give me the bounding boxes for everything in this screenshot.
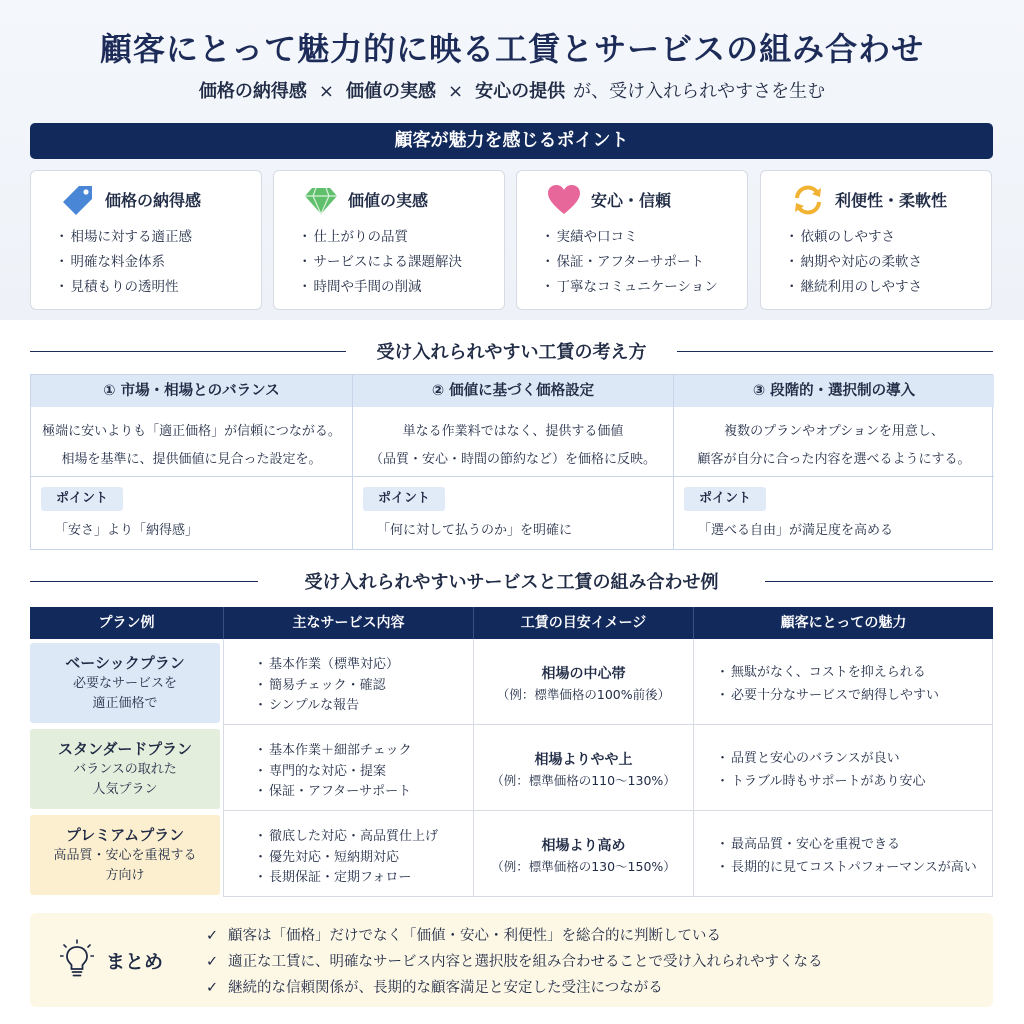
subtitle-separator: × bbox=[318, 81, 334, 102]
approach-section-header bbox=[30, 338, 993, 364]
approach-column-body bbox=[353, 407, 673, 477]
plan-price-main: 相場より高め bbox=[541, 838, 626, 854]
list-item: ・ 品質と安心のバランスが良い bbox=[716, 747, 992, 770]
plan-name-cell bbox=[30, 729, 220, 809]
point-badge: ポイント bbox=[684, 487, 766, 511]
point-card-list bbox=[298, 225, 462, 300]
plan-desc: 必要なサービスを bbox=[72, 676, 177, 691]
list-item: ・ 保証・アフターサポート bbox=[541, 250, 718, 275]
list-item: ・ 徹底した対応・高品質仕上げ bbox=[254, 827, 473, 848]
list-item: ・ 最高品質・安心を重視できる bbox=[716, 833, 992, 856]
list-item: ・ 優先対応・短納期対応 bbox=[254, 848, 473, 869]
plan-name-cell bbox=[30, 815, 220, 895]
point-card-convenience bbox=[760, 170, 992, 310]
plan-appeal-cell bbox=[693, 725, 993, 811]
plan-appeal-cell bbox=[693, 639, 993, 725]
check-icon: ✓ bbox=[206, 980, 219, 996]
summary-item bbox=[206, 949, 823, 975]
plan-services-cell bbox=[223, 639, 473, 725]
plan-desc: バランスの取れた bbox=[73, 762, 177, 777]
subtitle-part-value: 価値の実感 bbox=[346, 81, 436, 102]
plan-price-example: （例：標準価格の130〜150%） bbox=[491, 859, 676, 874]
summary-item bbox=[206, 923, 823, 949]
point-card-title: 安心・信頼 bbox=[591, 191, 672, 210]
points-cards bbox=[30, 170, 993, 310]
plan-price-example: （例：標準価格の100%前後） bbox=[496, 687, 671, 702]
plan-services-cell bbox=[223, 725, 473, 811]
summary-item-text: 継続的な信頼関係が、長期的な顧客満足と安定した受注につながる bbox=[228, 980, 663, 996]
subtitle-part-safety: 安心の提供 bbox=[475, 81, 566, 102]
approach-line: 顧客が自分に合った内容を選べるようにする。 bbox=[697, 452, 971, 467]
list-item: ・ 時間や手間の削減 bbox=[298, 275, 462, 300]
plans-section-title: 受け入れられやすいサービスと工賃の組み合わせ例 bbox=[304, 572, 719, 593]
plan-name: ベーシックプラン bbox=[65, 654, 185, 672]
approach-line: 単なる作業料ではなく、提供する価値 bbox=[402, 424, 624, 439]
lightbulb-icon bbox=[60, 939, 94, 981]
list-item: ・ 丁寧なコミュニケーション bbox=[541, 275, 718, 300]
list-item: ・ 依頼のしやすさ bbox=[785, 225, 922, 250]
price-tag-icon bbox=[61, 183, 95, 217]
plan-desc: 人気プラン bbox=[92, 782, 158, 797]
plan-appeal-cell bbox=[693, 811, 993, 897]
list-item: ・ 必要十分なサービスで納得しやすい bbox=[716, 684, 992, 707]
point-card-list bbox=[541, 225, 718, 300]
approach-column-value bbox=[352, 375, 673, 549]
plan-desc: 適正価格で bbox=[92, 696, 158, 711]
subtitle-tail: が、受け入れられやすさを生む bbox=[573, 81, 826, 102]
table-header: 主なサービス内容 bbox=[223, 607, 473, 639]
summary-list bbox=[206, 923, 823, 1001]
point-note: 「選べる自由」が満足度を高める bbox=[698, 523, 894, 538]
summary-item-text: 顧客は「価格」だけでなく「価値・安心・利便性」を総合的に判断している bbox=[228, 928, 721, 944]
table-header: 顧客にとっての魅力 bbox=[693, 607, 993, 639]
point-badge: ポイント bbox=[363, 487, 445, 511]
list-item: ・ 長期的に見てコストパフォーマンスが高い bbox=[716, 856, 992, 879]
point-card-title: 利便性・柔軟性 bbox=[835, 191, 948, 210]
point-note: 「安さ」より「納得感」 bbox=[55, 523, 199, 538]
plan-desc: 高品質・安心を重視する bbox=[53, 848, 197, 863]
list-item: ・ 専門的な対応・提案 bbox=[254, 762, 473, 783]
summary-box bbox=[30, 913, 993, 1007]
plan-price-example: （例：標準価格の110〜130%） bbox=[491, 773, 676, 788]
page-subtitle bbox=[0, 77, 1024, 103]
list-item: ・ 基本作業＋細部チェック bbox=[254, 741, 473, 762]
points-banner: 顧客が魅力を感じるポイント bbox=[30, 123, 993, 159]
list-item: ・ 納期や対応の柔軟さ bbox=[785, 250, 922, 275]
list-item: ・ 仕上がりの品質 bbox=[298, 225, 462, 250]
list-item: ・ 基本作業（標準対応） bbox=[254, 655, 473, 676]
list-item: ・ 保証・アフターサポート bbox=[254, 782, 473, 803]
list-item: ・ 継続利用のしやすさ bbox=[785, 275, 922, 300]
list-item: ・ 相場に対する適正感 bbox=[55, 225, 192, 250]
approach-column-market bbox=[31, 375, 352, 549]
check-icon: ✓ bbox=[206, 928, 219, 944]
plan-price-main: 相場の中心帯 bbox=[541, 666, 626, 682]
approach-section-title: 受け入れられやすい工賃の考え方 bbox=[376, 342, 647, 363]
refresh-arrows-icon bbox=[791, 183, 825, 217]
plan-name: プレミアムプラン bbox=[65, 826, 185, 844]
plan-price-cell bbox=[473, 811, 693, 897]
summary-title: まとめ bbox=[106, 951, 164, 973]
table-row bbox=[30, 811, 993, 897]
point-card-trust bbox=[516, 170, 748, 310]
plan-price-main: 相場よりやや上 bbox=[534, 752, 633, 768]
plan-name-cell bbox=[30, 643, 220, 723]
plan-price-cell bbox=[473, 725, 693, 811]
table-row bbox=[30, 725, 993, 811]
summary-item bbox=[206, 975, 823, 1001]
approach-table bbox=[30, 374, 993, 550]
subtitle-separator: × bbox=[448, 81, 464, 102]
list-item: ・ 長期保証・定期フォロー bbox=[254, 868, 473, 889]
subtitle-part-price: 価格の納得感 bbox=[198, 81, 307, 102]
table-header: 工賃の目安イメージ bbox=[473, 607, 693, 639]
point-note: 「何に対して払うのか」を明確に bbox=[377, 523, 573, 538]
approach-column-head: ① 市場・相場とのバランス bbox=[31, 375, 352, 407]
approach-column-body bbox=[674, 407, 994, 477]
check-icon: ✓ bbox=[206, 954, 219, 970]
list-item: ・ サービスによる課題解決 bbox=[298, 250, 462, 275]
list-item: ・ トラブル時もサポートがあり安心 bbox=[716, 770, 992, 793]
table-row bbox=[30, 639, 993, 725]
plan-desc: 方向け bbox=[105, 868, 145, 883]
approach-line: 極端に安いよりも「適正価格」が信頼につながる。 bbox=[42, 424, 341, 439]
list-item: ・ 簡易チェック・確認 bbox=[254, 676, 473, 697]
page-title: 顧客にとって魅力的に映る工賃とサービスの組み合わせ bbox=[99, 30, 925, 68]
point-badge: ポイント bbox=[41, 487, 123, 511]
approach-column-tiered bbox=[673, 375, 994, 549]
point-card-value bbox=[273, 170, 505, 310]
list-item: ・ 見積もりの透明性 bbox=[55, 275, 192, 300]
list-item: ・ シンプルな報告 bbox=[254, 696, 473, 717]
approach-line: （品質・安心・時間の節約など）を価格に反映。 bbox=[369, 452, 656, 467]
list-item: ・ 明確な料金体系 bbox=[55, 250, 192, 275]
point-card-title: 価格の納得感 bbox=[105, 191, 202, 210]
approach-column-body bbox=[31, 407, 352, 477]
diamond-icon bbox=[304, 183, 338, 217]
approach-line: 複数のプランやオプションを用意し、 bbox=[724, 424, 944, 439]
table-header: プラン例 bbox=[30, 607, 223, 639]
plan-services-cell bbox=[223, 811, 473, 897]
approach-column-head: ② 価値に基づく価格設定 bbox=[353, 375, 673, 407]
point-card-title: 価値の実感 bbox=[348, 191, 429, 210]
plans-section-header bbox=[30, 568, 993, 594]
point-card-list bbox=[785, 225, 922, 300]
summary-item-text: 適正な工賃に、明確なサービス内容と選択肢を組み合わせることで受け入れられやすくなる bbox=[228, 954, 823, 970]
list-item: ・ 実績や口コミ bbox=[541, 225, 718, 250]
plan-name: スタンダードプラン bbox=[58, 740, 192, 758]
point-card-price bbox=[30, 170, 262, 310]
plan-price-cell bbox=[473, 639, 693, 725]
approach-column-head: ③ 段階的・選択制の導入 bbox=[674, 375, 994, 407]
point-card-list bbox=[55, 225, 192, 300]
approach-line: 相場を基準に、提供価値に見合った設定を。 bbox=[61, 452, 322, 467]
heart-icon bbox=[547, 183, 581, 217]
list-item: ・ 無駄がなく、コストを抑えられる bbox=[716, 661, 992, 684]
